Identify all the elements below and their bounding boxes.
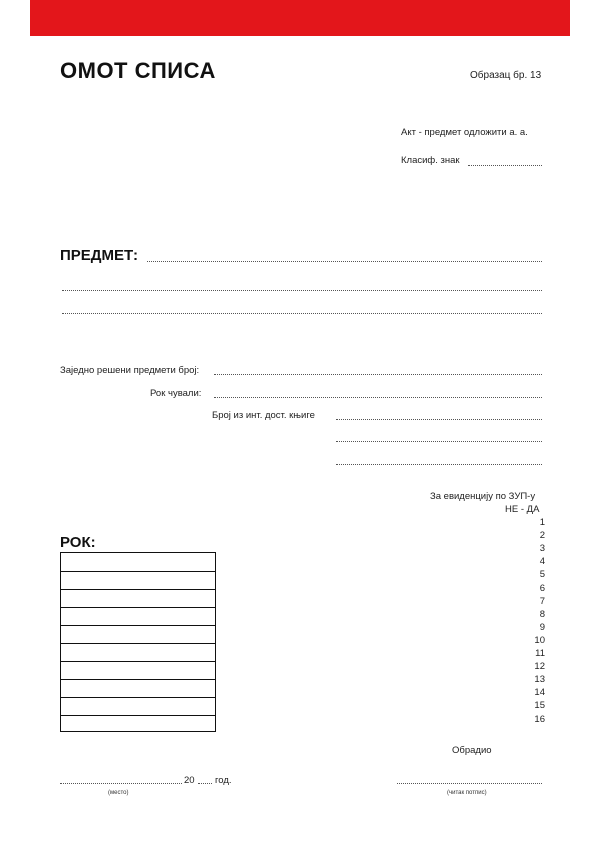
zup-yes-no: НЕ - ДА — [505, 504, 540, 515]
deadline-table[interactable] — [60, 552, 216, 732]
int-book-label: Број из инт. дост. књиге — [212, 410, 315, 421]
deadline-row-divider — [61, 679, 215, 680]
zup-number: 7 — [539, 595, 545, 607]
subject-line-2[interactable] — [62, 290, 542, 291]
int-book-input-1[interactable] — [336, 419, 542, 420]
int-book-input-3[interactable] — [336, 464, 542, 465]
signature-caption: (читак потпис) — [447, 790, 487, 796]
deadline-row-divider — [61, 697, 215, 698]
jointly-resolved-label: Заједно решени предмети број: — [60, 365, 200, 376]
zup-number: 16 — [534, 713, 545, 725]
zup-number: 8 — [539, 608, 545, 620]
place-caption: (место) — [108, 790, 129, 796]
zup-number: 1 — [539, 517, 545, 528]
deadline-label: РОК: — [60, 534, 96, 551]
zup-number: 11 — [535, 648, 545, 659]
deadline-row-divider — [61, 607, 215, 608]
deadline-row-divider — [61, 715, 215, 716]
deadline-row-divider — [61, 625, 215, 626]
classif-label: Класиф. знак — [401, 155, 460, 166]
subject-label: ПРЕДМЕТ: — [60, 247, 138, 264]
header-red-bar — [30, 0, 570, 36]
year-prefix: 20 — [184, 775, 195, 786]
deadline-row-divider — [61, 571, 215, 572]
zup-number: 2 — [539, 530, 545, 542]
act-label: Акт - предмет одложити а. а. — [401, 127, 528, 138]
zup-number: 15 — [534, 700, 545, 712]
retention-label: Рок чували: — [150, 388, 202, 399]
zup-number: 6 — [539, 582, 545, 594]
zup-number: 5 — [539, 569, 545, 581]
zup-number: 12 — [534, 661, 545, 673]
deadline-row-divider — [61, 589, 215, 590]
year-suffix: год. — [215, 775, 232, 786]
int-book-input-2[interactable] — [336, 441, 542, 442]
zup-label: За евиденцију по ЗУП-у — [430, 491, 536, 502]
zup-number: 4 — [539, 556, 545, 568]
zup-number: 13 — [534, 674, 545, 686]
document-title: ОМОТ СПИСА — [60, 58, 216, 83]
retention-input[interactable] — [214, 397, 542, 398]
zup-number: 14 — [534, 687, 545, 699]
place-input[interactable] — [60, 783, 182, 784]
classif-input[interactable] — [468, 165, 542, 166]
deadline-row-divider — [61, 661, 215, 662]
zup-number: 10 — [534, 634, 545, 646]
zup-number: 9 — [539, 621, 545, 633]
deadline-row-divider — [61, 643, 215, 644]
subject-line-3[interactable] — [62, 313, 542, 314]
signature-input[interactable] — [397, 783, 542, 784]
jointly-resolved-input[interactable] — [214, 374, 542, 375]
form-number: Образац бр. 13 — [470, 70, 542, 81]
subject-line-1[interactable] — [147, 261, 542, 262]
zup-number: 3 — [539, 543, 545, 555]
year-input[interactable] — [198, 783, 212, 784]
processed-label: Обрадио — [452, 745, 492, 756]
